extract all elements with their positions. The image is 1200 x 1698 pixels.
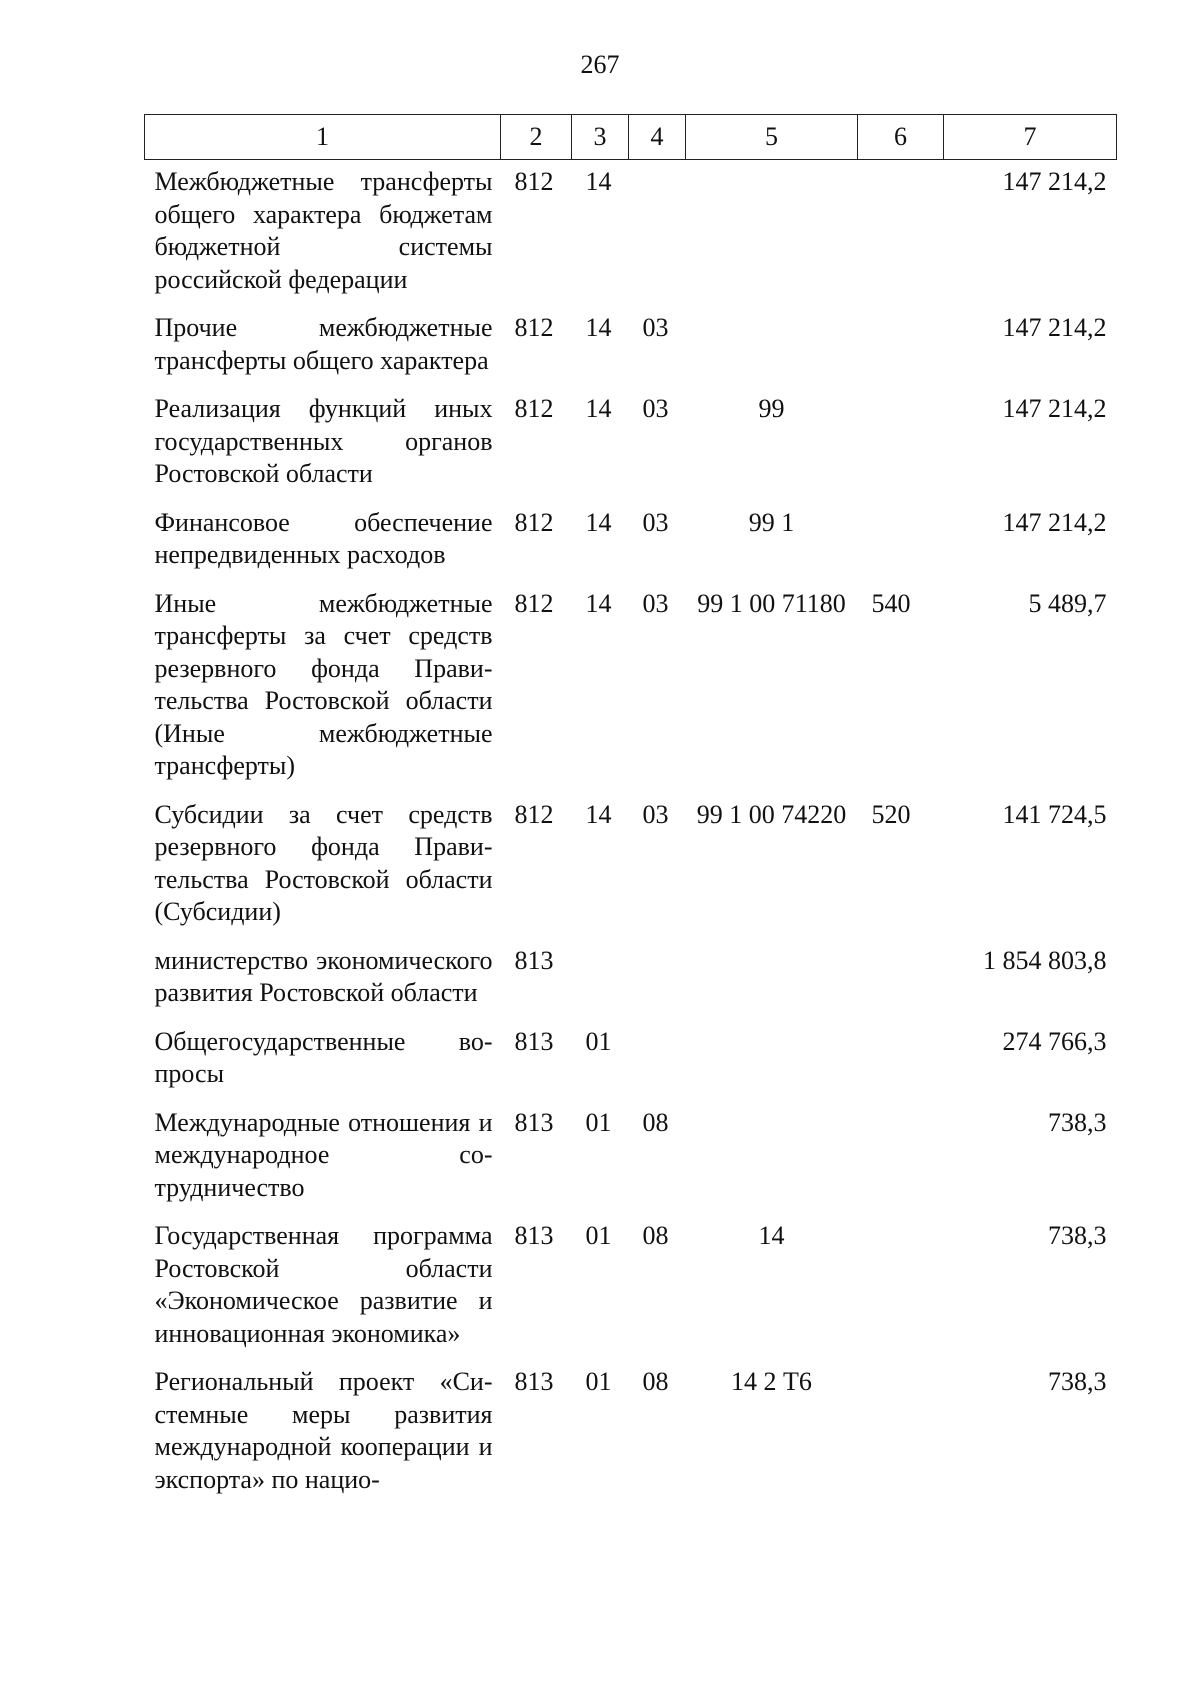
row-ministry-code: 813 (514, 1026, 554, 1056)
row-amount: 141 724,5 (1002, 799, 1107, 829)
row-amount: 738,3 (1048, 1367, 1107, 1396)
row-section-code: 14 (585, 799, 612, 829)
row-target-code: 99 (758, 394, 785, 423)
header-col-5: 5 (686, 115, 858, 160)
budget-table (144, 114, 1117, 1496)
row-section-code: 01 (585, 1221, 612, 1250)
row-subsection-code: 03 (642, 394, 669, 423)
row-ministry-code: 813 (514, 1221, 554, 1250)
row-amount: 147 214,2 (1002, 394, 1107, 423)
row-subsection-code: 03 (642, 799, 669, 829)
row-amount: 147 214,2 (1002, 507, 1107, 537)
row-ministry-code: 812 (514, 394, 554, 423)
row-section-code: 14 (585, 313, 612, 342)
row-ministry-code: 812 (514, 313, 554, 342)
table-row (145, 793, 1117, 939)
row-subsection-code (629, 939, 686, 1020)
header-col-3: 3 (572, 115, 629, 160)
row-section-code: 01 (585, 1026, 612, 1056)
row-target-code (686, 1020, 858, 1101)
row-target-code: 14 (758, 1221, 785, 1250)
table-body (145, 160, 1117, 1497)
row-name: министерство экономического развития Ростовской области (154, 945, 493, 1007)
row-subsection-code: 08 (642, 1367, 669, 1396)
header-col-2: 2 (501, 115, 572, 160)
row-target-code: 14 2 Т6 (731, 1367, 812, 1396)
row-expense-type (858, 160, 944, 307)
row-expense-type (858, 1020, 944, 1101)
row-subsection-code: 08 (642, 1221, 669, 1250)
row-amount: 738,3 (1048, 1221, 1107, 1250)
page-number: 267 (580, 50, 620, 79)
row-subsection-code: 03 (642, 588, 669, 618)
row-name: Субсидии за счет средств резервного фонда Правительства Ростовской области (Субсидии) (154, 799, 493, 926)
row-expense-type (858, 387, 944, 501)
row-section-code: 01 (585, 1107, 612, 1137)
table-row (145, 1020, 1117, 1101)
row-section-code: 14 (585, 588, 612, 618)
row-subsection-code (629, 1020, 686, 1101)
row-name: Реализация функций иных государственных органов Ростовской области (154, 394, 493, 488)
table-row (145, 160, 1117, 307)
table-row (145, 387, 1117, 501)
row-target-code: 99 1 00 74220 (696, 799, 847, 829)
row-target-code (686, 939, 858, 1020)
row-subsection-code: 03 (642, 313, 669, 342)
row-ministry-code: 812 (514, 167, 554, 196)
row-expense-type (858, 1360, 944, 1496)
row-target-code (686, 306, 858, 387)
row-amount: 738,3 (1048, 1107, 1107, 1137)
row-expense-type (858, 306, 944, 387)
row-target-code: 99 1 (748, 507, 795, 537)
table-header (145, 115, 1117, 160)
row-expense-type (858, 1214, 944, 1360)
header-row (145, 115, 1117, 160)
row-name: Финансовое обеспечение непредвиденных расходов (154, 507, 493, 569)
row-name: Иные межбюджетные трансферты за счет средств резервного фонда Правительства Ростовской области (Иные межбюджетные трансферты) (154, 588, 493, 780)
row-name: Государственная программа Ростовской области «Экономическое развитие и инновационная экономика» (154, 1221, 493, 1348)
row-amount: 147 214,2 (1002, 313, 1107, 342)
row-section-code: 14 (585, 507, 612, 537)
row-ministry-code: 812 (514, 588, 554, 618)
row-ministry-code: 812 (514, 799, 554, 829)
table-row (145, 1214, 1117, 1360)
row-section-code: 14 (585, 394, 612, 423)
row-name: Общегосударственные вопросы (154, 1026, 493, 1088)
row-amount: 5 489,7 (1028, 588, 1107, 618)
row-name: Межбюджетные трансферты общего характера бюджетам бюджетной системы российской федерации (154, 167, 493, 294)
row-expense-type (858, 1101, 944, 1215)
row-name: Международные отношения и международное сотрудничество (154, 1107, 493, 1202)
table-row (145, 306, 1117, 387)
table-row (145, 582, 1117, 793)
row-name: Региональный проект «Системные меры развития международной кооперации и экспорта» по нацио- (154, 1367, 493, 1494)
row-target-code (686, 1101, 858, 1215)
row-section-code: 01 (585, 1367, 612, 1396)
row-target-code: 99 1 00 71180 (697, 588, 846, 618)
table-row (145, 501, 1117, 582)
row-ministry-code: 813 (514, 1107, 554, 1137)
header-col-1: 1 (145, 115, 501, 160)
row-ministry-code: 813 (514, 945, 554, 975)
table-row (145, 1360, 1117, 1496)
row-section-code: 14 (585, 167, 612, 196)
row-target-code (686, 160, 858, 307)
row-ministry-code: 812 (514, 507, 554, 537)
row-expense-type (858, 501, 944, 582)
row-expense-type: 540 (871, 588, 911, 618)
row-expense-type (858, 939, 944, 1020)
row-name: Прочие межбюджетные трансферты общего характера (154, 313, 493, 375)
row-amount: 147 214,2 (1002, 167, 1107, 196)
row-section-code (572, 939, 629, 1020)
row-ministry-code: 813 (514, 1367, 554, 1396)
row-expense-type: 520 (871, 799, 911, 829)
table-row (145, 1101, 1117, 1215)
table-row (145, 939, 1117, 1020)
row-subsection-code: 08 (642, 1107, 669, 1137)
row-amount: 1 854 803,8 (983, 945, 1107, 975)
row-subsection-code: 03 (642, 507, 669, 537)
header-col-7: 7 (944, 115, 1117, 160)
row-amount: 274 766,3 (1002, 1026, 1107, 1056)
header-col-6: 6 (858, 115, 944, 160)
header-col-4: 4 (629, 115, 686, 160)
row-subsection-code (629, 160, 686, 307)
